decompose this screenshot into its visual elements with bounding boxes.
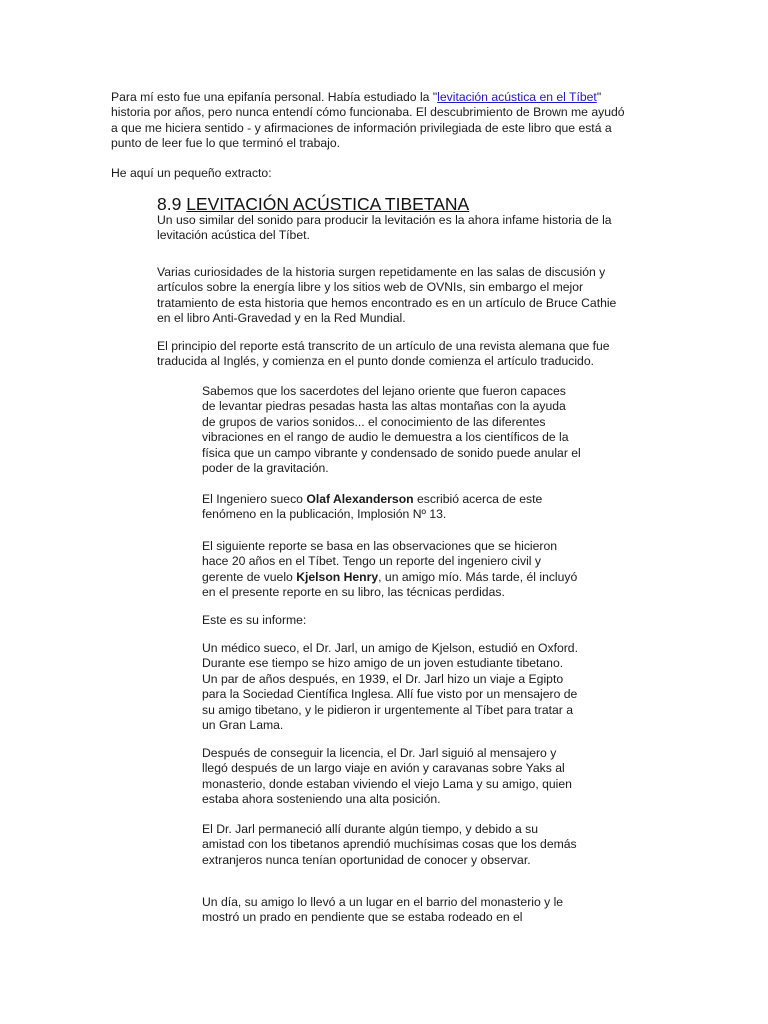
quote-3-text-before: El siguiente reporte se basa en las observaciones que se hicieron hace 20 años en el Tíbet. Tengo un reporte del ingeniero civil y gerente de vuelo bbox=[202, 539, 558, 584]
body-paragraph-1: Un uso similar del sonido para producir la levitación es la ahora infame historia de la levitación acústica del Tíbet. bbox=[157, 213, 612, 243]
engineer-name: Olaf Alexanderson bbox=[306, 492, 414, 506]
friend-name: Kjelson Henry bbox=[296, 569, 379, 584]
quote-2-text-before: El Ingeniero sueco bbox=[202, 492, 307, 506]
quote-2-text-after: escribió acerca de este fenómeno en la publicación, Implosión Nº 13. bbox=[202, 492, 543, 522]
levitation-tibet-link[interactable]: levitación acústica en el Tíbet bbox=[437, 90, 597, 104]
section-number: 8.9 bbox=[157, 194, 182, 214]
quote-paragraph-1: Sabemos que los sacerdotes del lejano oriente que fueron capaces de levantar piedras pesadas hasta las altas montañas con la ayuda de grupos de varios sonidos... el conocimiento de las diferentes vibraciones en el rango de audio le demuestra a los científicos de la física que un campo vibrante y condensado de sonido puede anular el poder de la gravitación. bbox=[202, 384, 581, 476]
body-paragraph-2: Varias curiosidades de la historia surgen repetidamente en las salas de discusión y artículos sobre la energía libre y los sitios web de OVNIs, sin embargo el mejor tratamiento de esta historia que hemos encontrado es en un artículo de Bruce Cathie en el libro Anti-Gravedad y en la Red Mundial. bbox=[157, 265, 617, 326]
quote-paragraph-3 bbox=[202, 539, 582, 601]
intro-paragraph bbox=[111, 90, 631, 152]
quote-paragraph-5: Un médico sueco, el Dr. Jarl, un amigo de Kjelson, estudió en Oxford. Durante ese tiempo se hizo amigo de un joven estudiante tibetano. Un par de años después, en 1939, el Dr. Jarl hizo un viaje a Egipto para la Sociedad Científica Inglesa. Allí fue visto por un mensajero de su amigo tibetano, y le pidieron ir urgentemente al Tíbet para tratar a un Gran Lama. bbox=[202, 641, 578, 733]
excerpt-lead: He aquí un pequeño extracto: bbox=[111, 166, 272, 180]
quote-paragraph-4: Este es su informe: bbox=[202, 613, 307, 627]
body-paragraph-3: El principio del reporte está transcrito de un artículo de una revista alemana que fue traducida al Inglés, y comienza en el punto donde comienza el artículo traducido. bbox=[157, 339, 610, 369]
quote-paragraph-8: Un día, su amigo lo llevó a un lugar en el barrio del monasterio y le mostró un prado en pendiente que se estaba rodeado en el bbox=[202, 895, 564, 925]
section-heading bbox=[157, 194, 469, 214]
quote-paragraph-7: El Dr. Jarl permaneció allí durante algún tiempo, y debido a su amistad con los tibetanos aprendió muchísimas cosas que los demás extranjeros nunca tenían oportunidad de conocer y observar. bbox=[202, 822, 577, 867]
quote-paragraph-2 bbox=[202, 492, 582, 523]
section-title: LEVITACIÓN ACÚSTICA TIBETANA bbox=[186, 194, 470, 214]
intro-text-before-link: Para mí esto fue una epifanía personal. Había estudiado la " bbox=[111, 90, 438, 104]
quote-paragraph-6: Después de conseguir la licencia, el Dr. Jarl siguió al mensajero y llegó después de un largo viaje en avión y caravanas sobre Yaks al monasterio, donde estaban viviendo el viejo Lama y su amigo, quien estaba ahora sosteniendo una alta posición. bbox=[202, 746, 572, 807]
intro-text-after-link: " historia por años, pero nunca entendí cómo funcionaba. El descubrimiento de Brown me ayudó a que me hiciera sentido - y afirmaciones de información privilegiada de este libro que está a punto de leer fue lo que terminó el trabajo. bbox=[111, 90, 625, 151]
quote-3-text-after: , un amigo mío. Más tarde, él incluyó en el presente reporte en su libro, las técnicas perdidas. bbox=[202, 569, 578, 600]
